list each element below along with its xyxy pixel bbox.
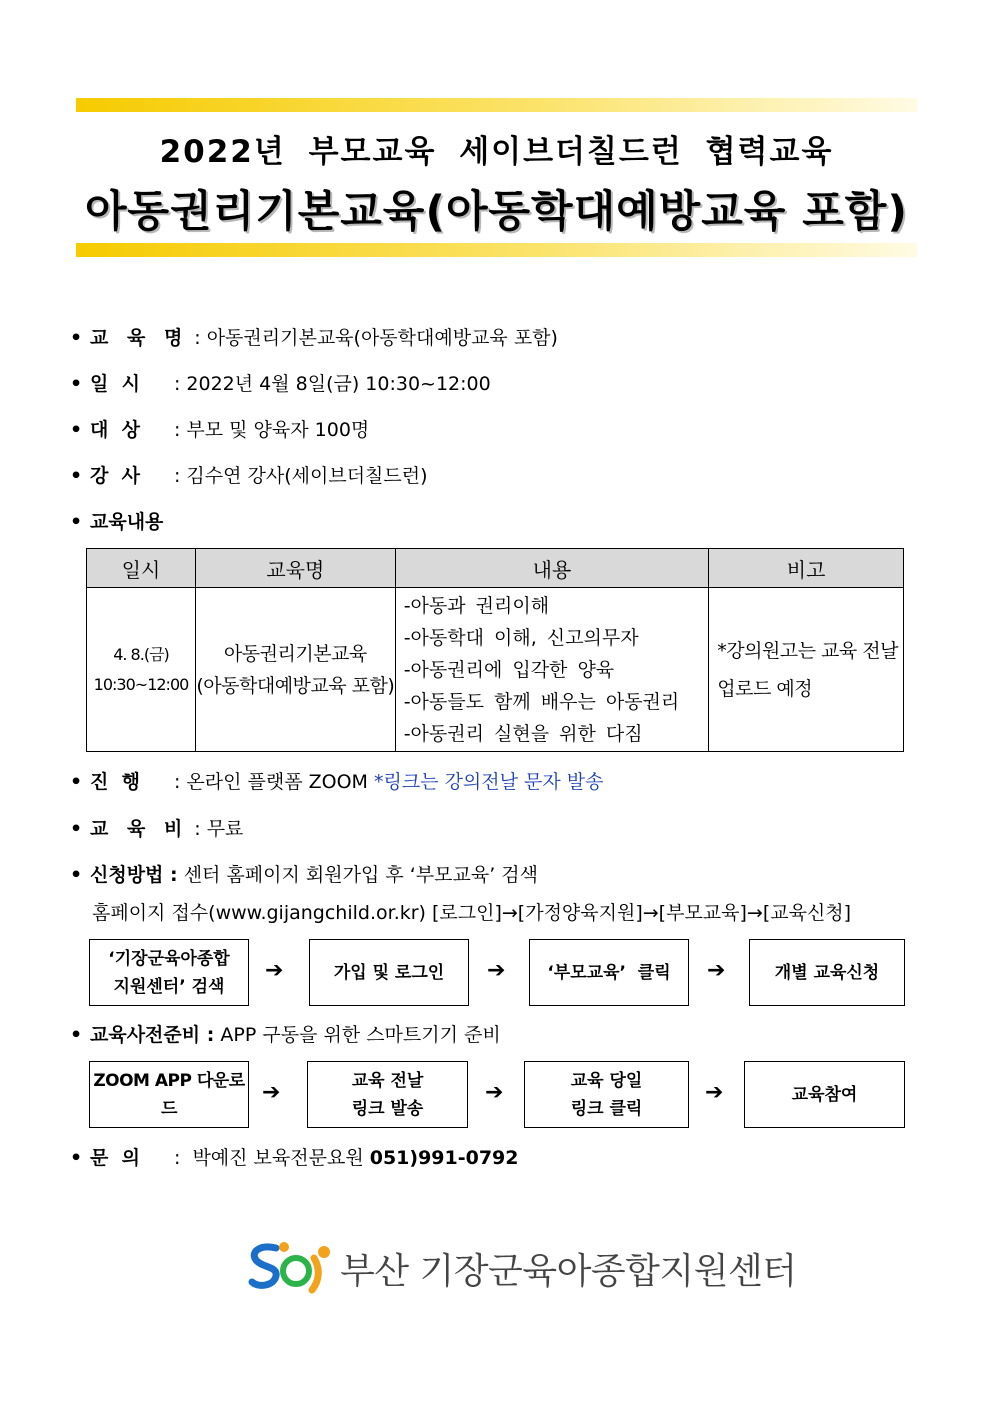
table-header-content: 내용 (395, 549, 709, 588)
prep-step-link-click: 교육 당일 링크 클릭 (524, 1061, 689, 1128)
progress-note: *링크는 강의전날 문자 발송 (373, 771, 604, 793)
info-lecturer: • 강 사 : 김수연 강사(세이브더칠드런) (70, 465, 428, 487)
table-row (87, 588, 904, 752)
arrow-icon: ➔ (265, 958, 284, 983)
page-title: 아동권리기본교육(아동학대예방교육 포함) (85, 187, 908, 237)
table-cell-contents (395, 588, 709, 752)
content-line: -아동권리 실현을 위한 다짐 (403, 722, 643, 745)
apply-homepage-line: 홈페이지 접수(www.gijangchild.or.kr) [로그인]→[가정양육지원]→[부모교육]→[교육신청] (92, 902, 852, 924)
table-header-name: 교육명 (195, 549, 395, 588)
info-apply: • 신청방법 : 센터 홈페이지 회원가입 후 ‘부모교육’ 검색 (70, 864, 538, 886)
center-logo-icon (248, 1238, 334, 1298)
apply-step-register: 개별 교육신청 (749, 939, 905, 1006)
table-header-note: 비고 (709, 549, 904, 588)
contact-phone: 051)991-0792 (369, 1147, 519, 1169)
info-prep: • 교육사전준비 : APP 구동을 위한 스마트기기 준비 (70, 1024, 501, 1046)
header-top-bar (76, 98, 917, 112)
info-date: • 일 시 : 2022년 4월 8일(금) 10:30~12:00 (70, 373, 491, 395)
header-bottom-bar (76, 243, 917, 257)
prep-step-join: 교육참여 (744, 1061, 905, 1128)
table-cell-date: 4. 8.(금) 10:30~12:00 (87, 588, 196, 752)
content-line: -아동과 권리이해 (403, 594, 550, 617)
prep-step-link-sent: 교육 전날 링크 발송 (307, 1061, 468, 1128)
arrow-icon: ➔ (262, 1080, 281, 1105)
table-header-date: 일시 (87, 549, 196, 588)
prep-step-download: ZOOM APP 다운로드 (89, 1061, 249, 1128)
content-line: -아동권리에 입각한 양육 (403, 658, 615, 681)
content-line: -아동들도 함께 배우는 아동권리 (403, 690, 680, 713)
table-cell-name: 아동권리기본교육 (아동학대예방교육 포함) (195, 588, 395, 752)
page-subtitle: 2022년 부모교육 세이브더칠드런 협력교육 (159, 134, 834, 170)
arrow-icon: ➔ (705, 1080, 724, 1105)
arrow-icon: ➔ (485, 1080, 504, 1105)
info-fee: • 교 육 비 : 무료 (70, 818, 244, 840)
info-contact: • 문 의 : 박예진 보육전문요원 051)991-0792 (70, 1147, 519, 1169)
info-course-name: • 교 육 명 : 아동권리기본교육(아동학대예방교육 포함) (70, 327, 558, 349)
apply-step-click: ‘부모교육’ 클릭 (529, 939, 689, 1006)
info-progress: • 진 행 : 온라인 플랫폼 ZOOM *링크는 강의전날 문자 발송 (70, 771, 604, 793)
arrow-icon: ➔ (707, 958, 726, 983)
apply-step-login: 가입 및 로그인 (309, 939, 469, 1006)
content-line: -아동학대 이해, 신고의무자 (403, 626, 639, 649)
table-cell-note: *강의원고는 교육 전날 업로드 예정 (709, 588, 904, 752)
center-name: 부산 기장군육아종합지원센터 (340, 1251, 797, 1292)
arrow-icon: ➔ (487, 958, 506, 983)
apply-step-search: ‘기장군육아종합 지원센터’ 검색 (89, 939, 249, 1006)
info-content-label: • 교육내용 (70, 511, 164, 533)
content-table (86, 548, 904, 752)
info-target: • 대 상 : 부모 및 양육자 100명 (70, 419, 370, 441)
table-header-row (87, 549, 904, 588)
